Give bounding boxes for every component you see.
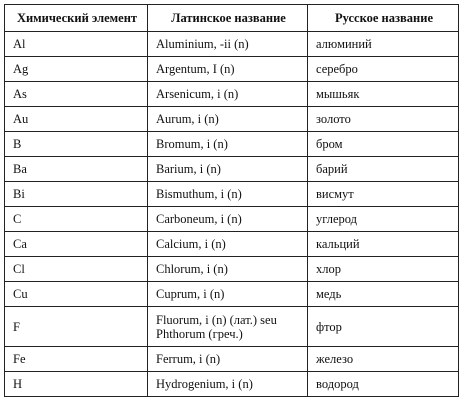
latin-name-line-1: Fluorum, i (n) (лат.) seu <box>156 312 277 327</box>
russian-name-cell: углерод <box>308 207 459 232</box>
element-symbol-cell: B <box>5 132 148 157</box>
element-symbol-cell: H <box>5 372 148 397</box>
table-row <box>5 347 459 372</box>
table-row <box>5 307 459 347</box>
latin-name-cell: Carboneum, i (n) <box>148 207 308 232</box>
russian-name-cell: медь <box>308 282 459 307</box>
latin-name-cell: Arsenicum, i (n) <box>148 82 308 107</box>
table-row <box>5 282 459 307</box>
russian-name-cell: золото <box>308 107 459 132</box>
table-header-row <box>5 5 459 32</box>
element-symbol-cell: Al <box>5 32 148 57</box>
latin-name-cell: Hydrogenium, i (n) <box>148 372 308 397</box>
header-russian: Русское название <box>308 5 459 32</box>
element-symbol-cell: C <box>5 207 148 232</box>
russian-name-cell: железо <box>308 347 459 372</box>
russian-name-cell: мышьяк <box>308 82 459 107</box>
element-symbol-cell: Cl <box>5 257 148 282</box>
table-row <box>5 232 459 257</box>
latin-name-line-2: Phthorum (греч.) <box>156 326 243 341</box>
russian-name-cell: фтор <box>308 307 459 347</box>
element-symbol-cell: Fe <box>5 347 148 372</box>
latin-name-cell: Barium, i (n) <box>148 157 308 182</box>
russian-name-cell: серебро <box>308 57 459 82</box>
element-symbol-cell: Cu <box>5 282 148 307</box>
latin-name-cell: Chlorum, i (n) <box>148 257 308 282</box>
latin-name-cell: Aurum, i (n) <box>148 107 308 132</box>
latin-name-cell: Cuprum, i (n) <box>148 282 308 307</box>
table-row <box>5 132 459 157</box>
latin-name-cell: Aluminium, -ii (n) <box>148 32 308 57</box>
table-row <box>5 32 459 57</box>
latin-name-cell: Bromum, i (n) <box>148 132 308 157</box>
table-row <box>5 82 459 107</box>
table-row <box>5 182 459 207</box>
russian-name-cell: кальций <box>308 232 459 257</box>
table-row <box>5 107 459 132</box>
russian-name-cell: алюминий <box>308 32 459 57</box>
element-symbol-cell: Bi <box>5 182 148 207</box>
header-element: Химический элемент <box>5 5 148 32</box>
table-row <box>5 372 459 397</box>
table-row <box>5 57 459 82</box>
latin-name-cell <box>148 307 308 347</box>
russian-name-cell: барий <box>308 157 459 182</box>
russian-name-cell: висмут <box>308 182 459 207</box>
table-row <box>5 257 459 282</box>
element-symbol-cell: As <box>5 82 148 107</box>
table-row <box>5 157 459 182</box>
russian-name-cell: бром <box>308 132 459 157</box>
header-latin: Латинское название <box>148 5 308 32</box>
latin-name-cell: Ferrum, i (n) <box>148 347 308 372</box>
table-row <box>5 207 459 232</box>
latin-name-cell: Calcium, i (n) <box>148 232 308 257</box>
russian-name-cell: водород <box>308 372 459 397</box>
latin-name-cell: Bismuthum, i (n) <box>148 182 308 207</box>
elements-table <box>4 4 459 397</box>
element-symbol-cell: F <box>5 307 148 347</box>
element-symbol-cell: Ba <box>5 157 148 182</box>
element-symbol-cell: Ag <box>5 57 148 82</box>
element-symbol-cell: Au <box>5 107 148 132</box>
latin-name-cell: Argentum, I (n) <box>148 57 308 82</box>
russian-name-cell: хлор <box>308 257 459 282</box>
element-symbol-cell: Ca <box>5 232 148 257</box>
